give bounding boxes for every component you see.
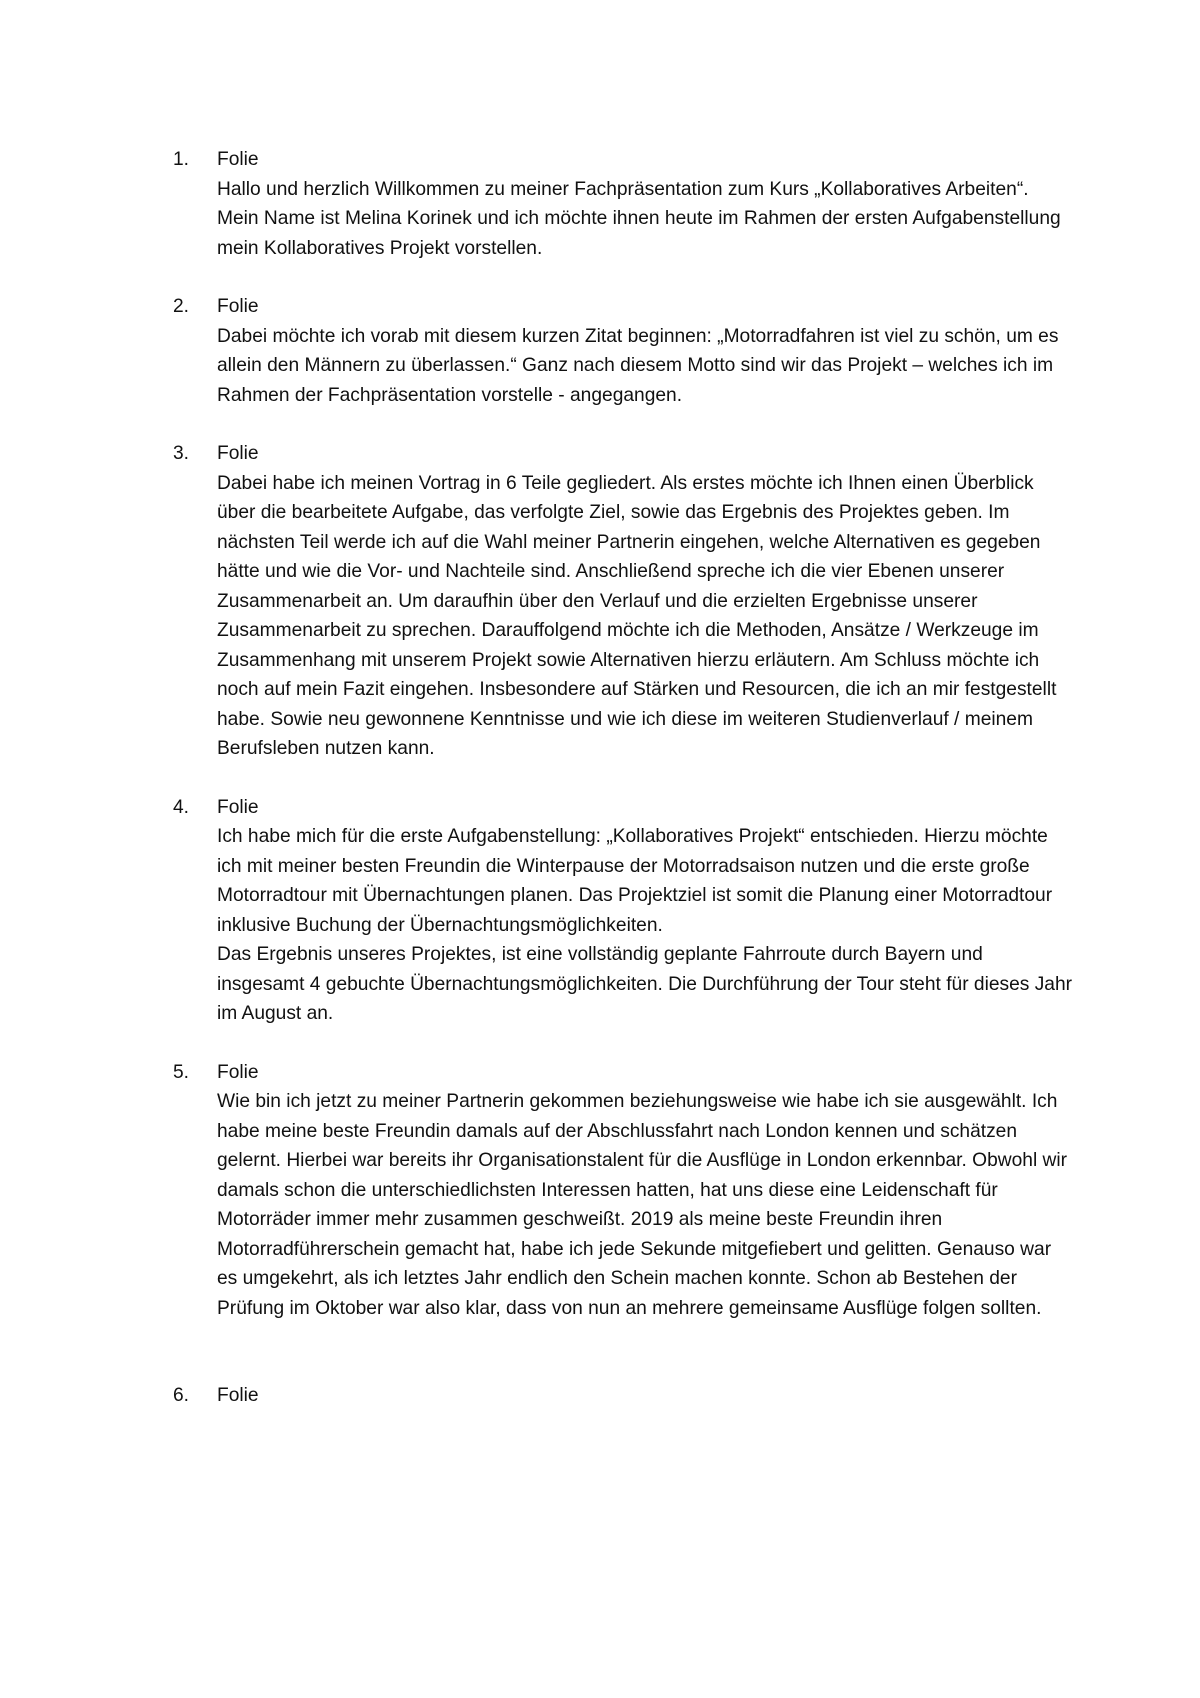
list-number: 2. <box>173 296 190 317</box>
list-number: 3. <box>173 443 190 464</box>
list-item-slide-3 <box>173 439 1073 764</box>
list-item-slide-1 <box>173 145 1073 263</box>
slide-paragraph: Dabei habe ich meinen Vortrag in 6 Teile gegliedert. Als erstes möchte ich Ihnen einen Überblick über die bearbeitete Aufgabe, das verfolgte Ziel, sowie das Ergebnis des Projektes geben. Im nächsten Teil werde ich auf die Wahl meiner Partnerin eingehen, welche Alternativen es gegeben hätte und wie die Vor- und Nachteile sind. Anschließend spreche ich die vier Ebenen unserer Zusammenarbeit an. Um daraufhin über den Verlauf und die erzielten Ergebnisse unserer Zusammenarbeit zu sprechen. Darauffolgend möchte ich die Methoden, Ansätze / Werkzeuge im Zusammenhang mit unserem Projekt sowie Alternativen hierzu erläutern. Am Schluss möchte ich noch auf mein Fazit eingehen. Insbesondere auf Stärken und Resourcen, die ich an mir festgestellt habe. Sowie neu gewonnene Kenntnisse und wie ich diese im weiteren Studienverlauf / meinem Berufsleben nutzen kann. <box>217 472 1057 759</box>
slide-paragraph: Wie bin ich jetzt zu meiner Partnerin gekommen beziehungsweise wie habe ich sie ausgewählt. Ich habe meine beste Freundin damals auf der Abschlussfahrt nach London kennen und schätzen gelernt. Hierbei war bereits ihr Organisationstalent für die Ausflüge in London erkennbar. Obwohl wir damals schon die unterschiedlichsten Interessen hatten, hat uns diese eine Leidenschaft für Motorräder immer mehr zusammen geschweißt. 2019 als meine beste Freundin ihren Motorradführerschein gemacht hat, habe ich jede Sekunde mitgefiebert und gelitten. Genauso war es umgekehrt, als ich letztes Jahr endlich den Schein machen konnte. Schon ab Bestehen der Prüfung im Oktober war also klar, dass von nun an mehrere gemeinsame Ausflüge folgen sollten. <box>217 1091 1068 1319</box>
list-item-slide-4 <box>173 793 1073 1029</box>
list-item-slide-6 <box>173 1381 1073 1411</box>
slide-paragraph: Das Ergebnis unseres Projektes, ist eine vollständig geplante Fahrroute durch Bayern und insgesamt 4 gebuchte Übernachtungsmöglichkeiten. Die Durchführung der Tour steht für dieses Jahr im August an. <box>217 944 1073 1024</box>
slide-heading: Folie <box>217 149 259 170</box>
list-number: 5. <box>173 1061 190 1083</box>
slide-paragraph: Dabei möchte ich vorab mit diesem kurzen Zitat beginnen: „Motorradfahren ist viel zu schön, um es allein den Männern zu überlassen.“ Ganz nach diesem Motto sind wir das Projekt – welches ich im Rahmen der Fachpräsentation vorstelle - angegangen. <box>217 325 1059 406</box>
slide-notes-list <box>173 145 1073 1440</box>
slide-heading: Folie <box>217 1385 259 1406</box>
list-number: 1. <box>173 149 190 170</box>
slide-heading: Folie <box>217 796 259 818</box>
slide-heading: Folie <box>217 443 259 464</box>
slide-paragraph: Ich habe mich für die erste Aufgabenstellung: „Kollaboratives Projekt“ entschieden. Hierzu möchte ich mit meiner besten Freundin die Winterpause der Motorradsaison nutzen und die erste große Motorradtour mit Übernachtungen planen. Das Projektziel ist somit die Planung einer Motorradtour inklusive Buchung der Übernachtungsmöglichkeiten. <box>217 826 1053 936</box>
list-item-slide-5 <box>173 1058 1073 1324</box>
slide-paragraph: Hallo und herzlich Willkommen zu meiner Fachpräsentation zum Kurs „Kollaboratives Arbeiten“. Mein Name ist Melina Korinek und ich möchte ihnen heute im Rahmen der ersten Aufgabenstellung mein Kollaboratives Projekt vorstellen. <box>217 178 1061 259</box>
slide-heading: Folie <box>217 296 259 317</box>
list-number: 4. <box>173 796 190 818</box>
list-item-slide-2 <box>173 292 1073 410</box>
slide-heading: Folie <box>217 1061 259 1083</box>
list-number: 6. <box>173 1385 190 1406</box>
